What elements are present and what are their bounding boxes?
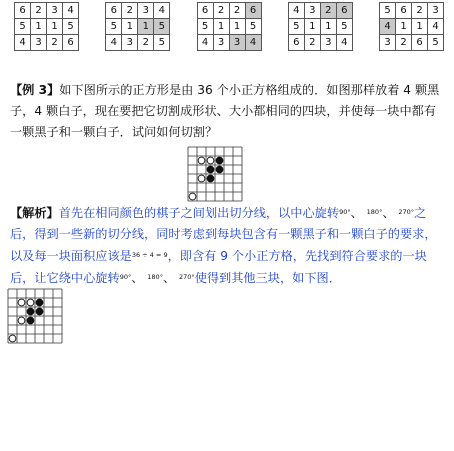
grid-row <box>15 3 79 19</box>
grid-row <box>197 19 261 35</box>
grid-cell: 1 <box>396 19 412 35</box>
grid-row <box>106 19 170 35</box>
grid-cell: 5 <box>336 19 352 35</box>
grid-cell: 4 <box>245 35 261 51</box>
number-grid-2 <box>105 2 170 51</box>
grid-cell: 3 <box>213 35 229 51</box>
grid-cell: 6 <box>396 3 412 19</box>
white-stone <box>18 299 25 306</box>
grid-row <box>288 35 352 51</box>
grid-cell: 2 <box>229 3 245 19</box>
grid-row <box>106 3 170 19</box>
white-stone <box>198 175 205 182</box>
grid-row <box>197 35 261 51</box>
grid-cell: 4 <box>63 3 79 19</box>
solution-label: 【解析】 <box>10 206 59 220</box>
grid-cell: 4 <box>380 19 396 35</box>
grid-cell: 5 <box>288 19 304 35</box>
grid-cell: 6 <box>245 3 261 19</box>
grid-cell: 2 <box>304 35 320 51</box>
grid-row <box>288 19 352 35</box>
grid-cell: 6 <box>336 3 352 19</box>
grid-cell: 3 <box>31 35 47 51</box>
grid-row <box>197 3 261 19</box>
white-stone <box>189 193 196 200</box>
white-stone <box>9 335 16 342</box>
problem-board <box>187 146 244 203</box>
solution-text <box>10 202 446 289</box>
grid-cell: 6 <box>106 3 122 19</box>
example-line-3: 一颗黑子和一颗白子．试问如何切割？ <box>10 125 218 139</box>
grid-cell: 3 <box>428 3 444 19</box>
black-stone <box>207 166 214 173</box>
grid-cell: 1 <box>304 19 320 35</box>
black-stone <box>27 308 34 315</box>
grid-row <box>380 35 444 51</box>
grid-cell: 2 <box>396 35 412 51</box>
grid-cell: 1 <box>47 19 63 35</box>
grid-row <box>106 35 170 51</box>
solution-line-2: 后，得到一些新的切分线，同时考虑到每块包含有一颗黑子和一颗白子的要求， <box>10 227 437 241</box>
grid-cell: 4 <box>15 35 31 51</box>
grid-row <box>15 35 79 51</box>
grid-cell: 4 <box>154 3 170 19</box>
grid-cell: 5 <box>380 3 396 19</box>
grid-cell: 1 <box>229 19 245 35</box>
grid-cell: 6 <box>15 3 31 19</box>
example-line-2: 子，4 颗白子，现在要把它切割成形状、大小都相同的四块，并使每一块中都有 <box>10 104 437 118</box>
grid-cell: 3 <box>47 3 63 19</box>
black-stone <box>216 166 223 173</box>
grid-cell: 3 <box>304 3 320 19</box>
grid-cell: 5 <box>15 19 31 35</box>
black-stone <box>207 175 214 182</box>
grid-cell: 2 <box>122 3 138 19</box>
grid-cell: 1 <box>31 19 47 35</box>
grid-cell: 3 <box>138 3 154 19</box>
number-grid-5 <box>379 2 444 51</box>
grid-cell: 1 <box>138 19 154 35</box>
grid-cell: 4 <box>197 35 213 51</box>
grid-cell: 6 <box>63 35 79 51</box>
grid-cell: 4 <box>428 19 444 35</box>
grid-cell: 3 <box>320 35 336 51</box>
black-stone <box>27 317 34 324</box>
grid-cell: 1 <box>122 19 138 35</box>
white-stone <box>198 157 205 164</box>
grid-cell: 5 <box>63 19 79 35</box>
example-line-1: 【例 3】如下图所示的正方形是由 36 个小正方格组成的．如图那样放着 4 颗黑 <box>10 83 440 97</box>
grid-cell: 3 <box>122 35 138 51</box>
white-stone <box>27 299 34 306</box>
grid-cell: 1 <box>213 19 229 35</box>
black-stone <box>216 157 223 164</box>
solution-line-3: 以及每一块面积应该是$^{36 \div 4 = 9}$，即含有 9 个小正方格，先找到符合要求的一块 <box>10 249 427 263</box>
grid-cell: 2 <box>138 35 154 51</box>
grid-cell: 3 <box>380 35 396 51</box>
example-problem <box>10 80 446 143</box>
number-grid-1 <box>14 2 79 51</box>
number-grids-row <box>14 2 444 51</box>
grid-cell: 5 <box>245 19 261 35</box>
solution-line-1: 【解析】首先在相同颜色的棋子之间划出切分线，以中心旋转$^{90^\circ}$、 $^{180^\circ}$、 $^{270^\circ}$之 <box>10 206 427 220</box>
grid-row <box>288 3 352 19</box>
grid-cell: 5 <box>197 19 213 35</box>
grid-cell: 1 <box>412 19 428 35</box>
black-stone <box>36 299 43 306</box>
grid-cell: 2 <box>47 35 63 51</box>
grid-row <box>380 19 444 35</box>
grid-cell: 2 <box>31 3 47 19</box>
white-stone <box>18 317 25 324</box>
solution-board <box>7 288 64 345</box>
white-stone <box>207 157 214 164</box>
grid-cell: 1 <box>320 19 336 35</box>
grid-cell: 5 <box>428 35 444 51</box>
grid-row <box>380 3 444 19</box>
grid-cell: 6 <box>197 3 213 19</box>
grid-cell: 2 <box>412 3 428 19</box>
grid-cell: 2 <box>320 3 336 19</box>
number-grid-3 <box>197 2 262 51</box>
grid-cell: 5 <box>154 35 170 51</box>
grid-cell: 6 <box>412 35 428 51</box>
example-label: 【例 3】 <box>10 83 60 97</box>
grid-cell: 3 <box>229 35 245 51</box>
grid-row <box>15 19 79 35</box>
grid-cell: 4 <box>106 35 122 51</box>
grid-cell: 6 <box>288 35 304 51</box>
solution-line-4: 后，让它绕中心旋转$^{90^\circ}$、 $^{180^\circ}$、 $^{270^\circ}$使得到其他三块，如下图． <box>10 271 341 285</box>
grid-cell: 4 <box>288 3 304 19</box>
grid-cell: 4 <box>336 35 352 51</box>
black-stone <box>36 308 43 315</box>
grid-cell: 5 <box>106 19 122 35</box>
number-grid-4 <box>288 2 353 51</box>
grid-cell: 5 <box>154 19 170 35</box>
grid-cell: 2 <box>213 3 229 19</box>
